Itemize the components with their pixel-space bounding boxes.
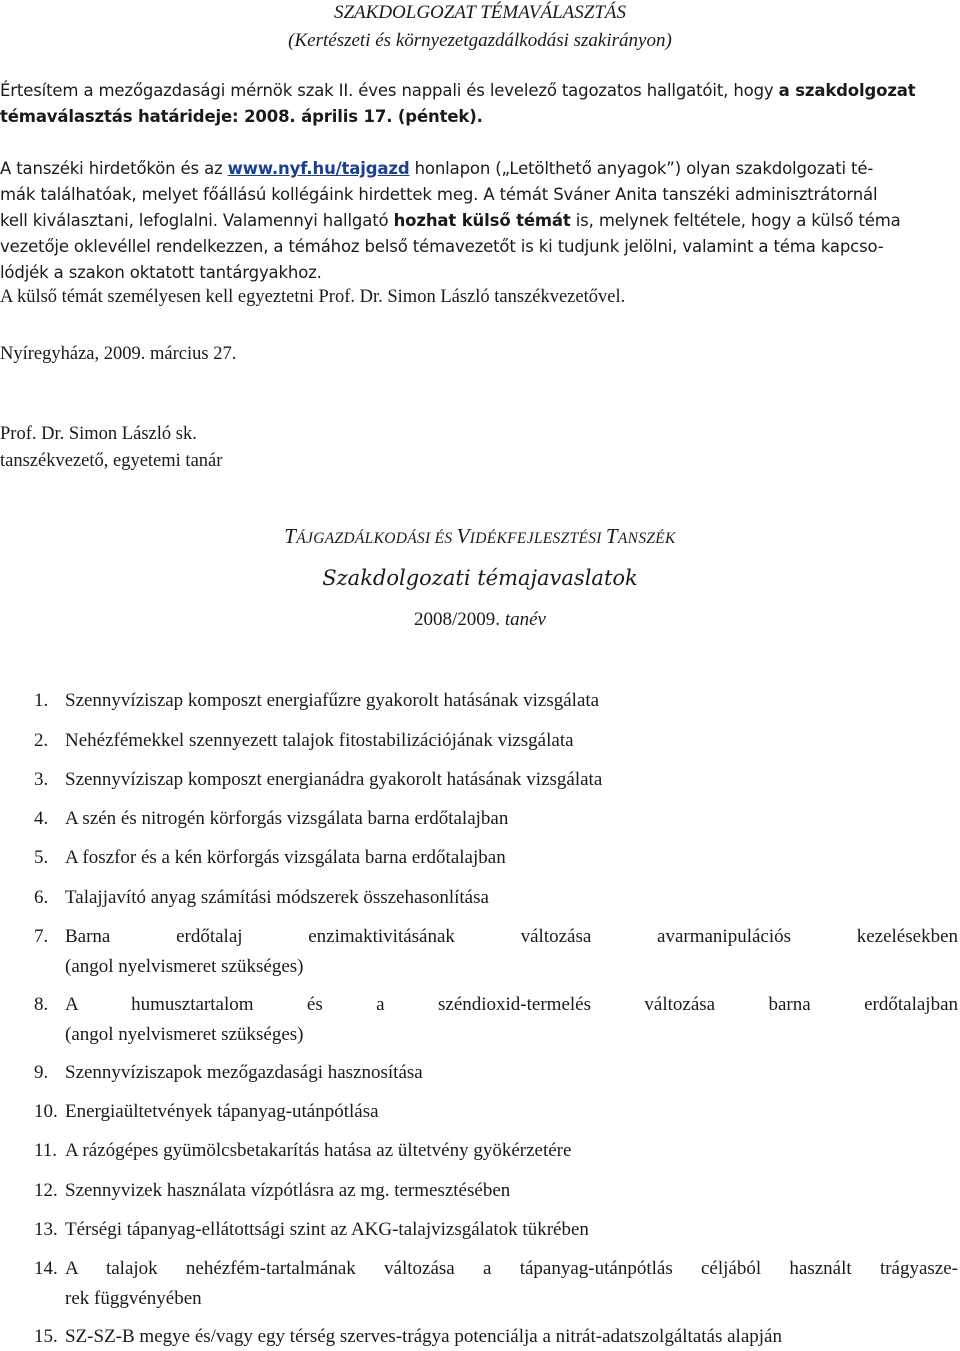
topic-number: 13.: [34, 1219, 58, 1240]
topic-number: 4.: [34, 808, 49, 829]
topic-note: rek függvényében: [65, 1288, 202, 1309]
topic-title: Szennyvíziszap komposzt energiafűzre gyakorolt hatásának vizsgálata: [65, 690, 600, 711]
topic-title: A talajok nehézfém-tartalmának változása a tápanyag-utánpótlás céljából használt trágyasze-: [65, 1258, 958, 1279]
topic-item: [34, 726, 958, 756]
external-topic-bold: hozhat külső témát: [393, 211, 571, 230]
topic-number: 1.: [34, 690, 49, 711]
topic-item: [34, 990, 958, 1050]
topic-title: Barna erdőtalaj enzimaktivitásának változása avarmanipulációs kezelésekben: [65, 926, 958, 947]
topic-number: 5.: [34, 847, 49, 868]
notice-paragraph-topics: [0, 156, 960, 286]
topic-number: 7.: [34, 926, 49, 947]
topic-item: [34, 883, 958, 913]
place-date: Nyíregyháza, 2009. március 27.: [0, 344, 237, 364]
topic-item: [34, 1322, 958, 1351]
notice-text: A tanszéki hirdetőkön és az: [0, 159, 228, 178]
notice-paragraph-deadline: [0, 78, 960, 130]
topic-number: 10.: [34, 1101, 58, 1122]
signer-name: Prof. Dr. Simon László sk.: [0, 424, 197, 444]
notice-text: Értesítem a mezőgazdasági mérnök szak II. éves nappali és levelező tagozatos hallgatóit, hogy: [0, 81, 779, 100]
document-subtitle: (Kertészeti és környezetgazdálkodási szakirányon): [288, 30, 672, 51]
topic-item: [34, 1215, 958, 1245]
topic-number: 12.: [34, 1180, 58, 1201]
deadline-text: témaválasztás határideje: 2008. április 17. (péntek).: [0, 107, 483, 126]
notice-text: Valamennyi hallgató: [222, 211, 394, 230]
topic-title: A szén és nitrogén körforgás vizsgálata barna erdőtalajban: [65, 808, 509, 829]
document-title: SZAKDOLGOZAT TÉMAVÁLASZTÁS: [333, 2, 627, 23]
topic-title: A foszfor és a kén körforgás vizsgálata barna erdőtalajban: [65, 847, 506, 868]
topic-number: 14.: [34, 1258, 58, 1279]
topic-number: 9.: [34, 1062, 49, 1083]
topic-title: A rázógépes gyümölcsbetakarítás hatása az ültetvény gyökérzetére: [65, 1140, 572, 1161]
topic-title: Talajjavító anyag számítási módszerek összehasonlítása: [65, 887, 489, 908]
topics-heading: Szakdolgozati témajavaslatok: [322, 566, 638, 590]
topic-title: Szennyvizek használata vízpótlásra az mg. termesztésében: [65, 1180, 511, 1201]
topic-number: 8.: [34, 994, 49, 1015]
topic-note: (angol nyelvismeret szükséges): [65, 1024, 304, 1045]
topic-item: [34, 765, 958, 795]
topic-item: [34, 1136, 958, 1166]
topic-title: A humusztartalom és a széndioxid-termelés változása barna erdőtalajban: [65, 994, 958, 1015]
topic-title: Energiaültetvények tápanyag-utánpótlása: [65, 1101, 379, 1122]
topic-item: [34, 1058, 958, 1088]
signer-title: tanszékvezető, egyetemi tanár: [0, 451, 223, 471]
topic-item: [34, 1176, 958, 1206]
department-name: TÁJGAZDÁLKODÁSI ÉS VIDÉKFEJLESZTÉSI TANSZÉK: [284, 524, 676, 548]
topic-number: 15.: [34, 1326, 58, 1347]
notice-bold-text: a szakdolgozat: [778, 81, 916, 100]
topic-item: [34, 922, 958, 982]
external-topic-note: A külső témát személyesen kell egyeztetni Prof. Dr. Simon László tanszékvezetővel.: [0, 287, 626, 307]
website-link[interactable]: www.nyf.hu/tajgazd: [227, 159, 410, 178]
topic-number: 2.: [34, 730, 49, 751]
notice-text: honlapon („Letölthető anyagok”) olyan szakdolgozati té-: [409, 159, 874, 178]
notice-text: mák találhatóak, melyet főállású kollégáink hirdettek meg. A témát Sváner Anita tanszéki adminisztrátornál: [0, 185, 878, 204]
topic-number: 6.: [34, 887, 49, 908]
notice-text: vezetője oklevéllel rendelkezzen, a témához belső témavezetőt is ki tudjunk jelölni, valamint a téma kapcso-: [0, 237, 884, 256]
notice-text: kell kiválasztani, lefoglalni.: [0, 211, 223, 230]
topic-title: Szennyvíziszap komposzt energianádra gyakorolt hatásának vizsgálata: [65, 769, 603, 790]
topic-title: Térségi tápanyag-ellátottsági szint az AKG-talajvizsgálatok tükrében: [65, 1219, 589, 1240]
topic-item: [34, 1097, 958, 1127]
notice-text: is, melynek feltétele, hogy a külső téma: [570, 211, 901, 230]
topic-title: Szennyvíziszapok mezőgazdasági hasznosítása: [65, 1062, 423, 1083]
notice-text: lódjék a szakon oktatott tantárgyakhoz.: [0, 263, 322, 282]
topic-note: (angol nyelvismeret szükséges): [65, 956, 304, 977]
topic-item: [34, 686, 958, 716]
topic-number: 11.: [34, 1140, 58, 1161]
topic-item: [34, 1254, 958, 1314]
topic-item: [34, 804, 958, 834]
topic-title: Nehézfémekkel szennyezett talajok fitostabilizációjának vizsgálata: [65, 730, 574, 751]
topic-item: [34, 843, 958, 873]
academic-year: 2008/2009. tanév: [414, 609, 546, 630]
topic-number: 3.: [34, 769, 49, 790]
topic-title: SZ-SZ-B megye és/vagy egy térség szerves-trágya potenciálja a nitrát-adatszolgáltatás alapján: [65, 1326, 782, 1347]
